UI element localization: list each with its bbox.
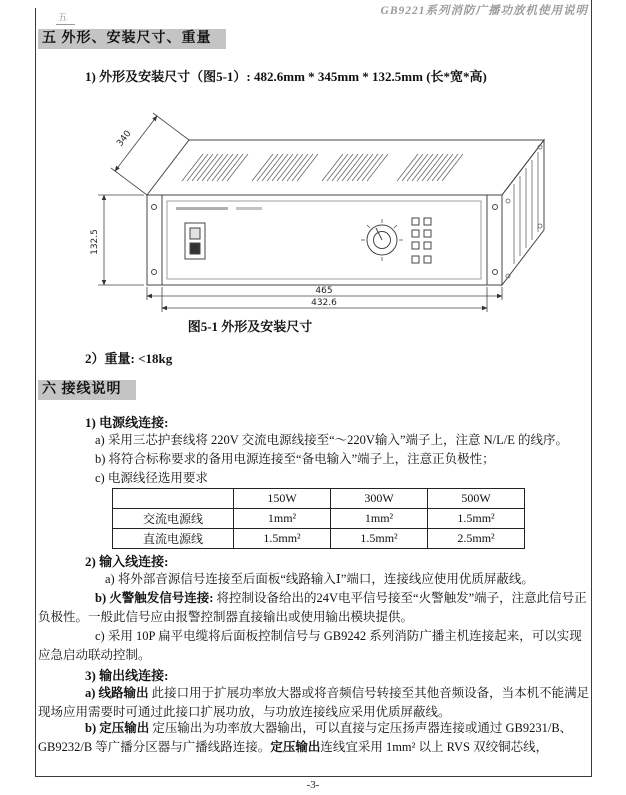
input-wiring-item-a: a) 将外部音源信号连接至后面板“线路输入Ⅰ”端口，连接线应使用优质屏蔽线。 — [105, 572, 534, 586]
power-wiring-title: 1) 电源线连接: — [85, 415, 169, 430]
figure-5-1-drawing — [52, 90, 572, 312]
table-header-300w: 300W — [331, 489, 428, 509]
power-wiring-item-a: a) 采用三芯护套线将 220V 交流电源线接至“～220V输入”端子上，注意 N/L/E 的线序。 — [95, 433, 569, 447]
rack-ear-screw-holes — [152, 205, 498, 275]
page-number: -3- — [306, 779, 320, 791]
ac-500w-value: 1.5mm² — [428, 509, 525, 529]
fire-trigger-text: 将控制设备给出的24V电平信号接至“火警触发”端子，注意此信号正负极性。一般此信号应由报警控制器直接输出或使用输出模块提供。 — [38, 591, 587, 624]
table-header-500w: 500W — [428, 489, 525, 509]
dc-150w-value: 1.5mm² — [234, 529, 331, 549]
top-vent-slots — [182, 154, 463, 181]
input-wiring-title: 2) 输入线连接: — [85, 554, 169, 569]
row-label-ac: 交流电源线 — [113, 509, 234, 529]
output-wiring-title: 3) 输出线连接: — [85, 668, 169, 683]
dimension-height — [98, 195, 144, 285]
section5-item2: 2）重量: <18kg — [85, 351, 173, 366]
line-output-label: a) 线路输出 — [85, 686, 149, 700]
dc-500w-value: 2.5mm² — [428, 529, 525, 549]
output-wiring-item-b — [38, 719, 592, 757]
ac-150w-value: 1mm² — [234, 509, 331, 529]
section6-heading: 六 接线说明 — [38, 380, 136, 400]
dimension-label-depth: 340 — [115, 128, 134, 149]
running-header-left: 五 — [56, 10, 75, 25]
constant-voltage-output-label2: 定压输出 — [270, 740, 321, 754]
table-row-dc — [113, 529, 525, 549]
section5-heading: 五 外形、安装尺寸、重量 — [38, 29, 226, 49]
running-header-title: GB9221系列消防广播功放机使用说明 — [380, 5, 588, 17]
dc-300w-value: 1.5mm² — [331, 529, 428, 549]
side-vent-slots — [506, 145, 542, 278]
input-wiring-item-c: c) 采用 10P 扁平电缆将后面板控制信号与 GB9242 系列消防广播主机连接起来，可以实现应急启动联动控制。 — [38, 629, 582, 662]
dimension-label-width-inner: 432.6 — [311, 298, 337, 308]
table-header-row — [113, 489, 525, 509]
front-panel-details — [167, 201, 481, 279]
panel-model-text-mark — [176, 207, 228, 210]
amplifier-dimension-drawing — [52, 90, 572, 312]
constant-voltage-output-text2: 连线宜采用 1mm² 以上 RVS 双绞铜芯线， — [320, 740, 549, 754]
indicator-led-block — [412, 218, 431, 263]
section5-item1: 1) 外形及安装尺寸（图5-1）: 482.6mm * 345mm * 132.5mm (长*宽*高) — [85, 69, 487, 84]
power-wiring-item-b: b) 将符合标称要求的备用电源连接至“备电输入”端子上，注意正负极性； — [95, 452, 495, 466]
output-wiring-item-a — [38, 684, 592, 722]
power-wiring-item-c: c) 电源线径选用要求 — [95, 471, 208, 485]
table-row-ac — [113, 509, 525, 529]
row-label-dc: 直流电源线 — [113, 529, 234, 549]
constant-voltage-output-text1: 定压输出为功率放大器输出，可以直接与定压扬声器连接或通过 GB9231/B、GB9232/B 等广播分区器与广播线路连接。 — [38, 721, 573, 754]
fire-trigger-label: b) 火警触发信号连接: — [95, 591, 214, 605]
table-corner-cell — [113, 489, 234, 509]
dimension-depth — [111, 113, 189, 195]
ac-300w-value: 1mm² — [331, 509, 428, 529]
table-header-150w: 150W — [234, 489, 331, 509]
wire-gauge-table — [112, 488, 525, 549]
dimension-label-height: 132.5 — [90, 229, 100, 255]
line-output-text: 此接口用于扩展功率放大器或将音频信号转接至其他音频设备，当本机不能满足现场应用需要时可通过此接口扩展功放，与功放连接线应采用优质屏蔽线。 — [38, 686, 590, 719]
figure-caption: 图5-1 外形及安装尺寸 — [187, 319, 313, 334]
dimension-label-width-outer: 465 — [315, 286, 333, 296]
left-border-line — [35, 8, 36, 776]
constant-voltage-output-label: b) 定压输出 — [85, 721, 150, 735]
input-wiring-item-b — [38, 589, 592, 627]
bottom-border-line — [35, 776, 592, 777]
